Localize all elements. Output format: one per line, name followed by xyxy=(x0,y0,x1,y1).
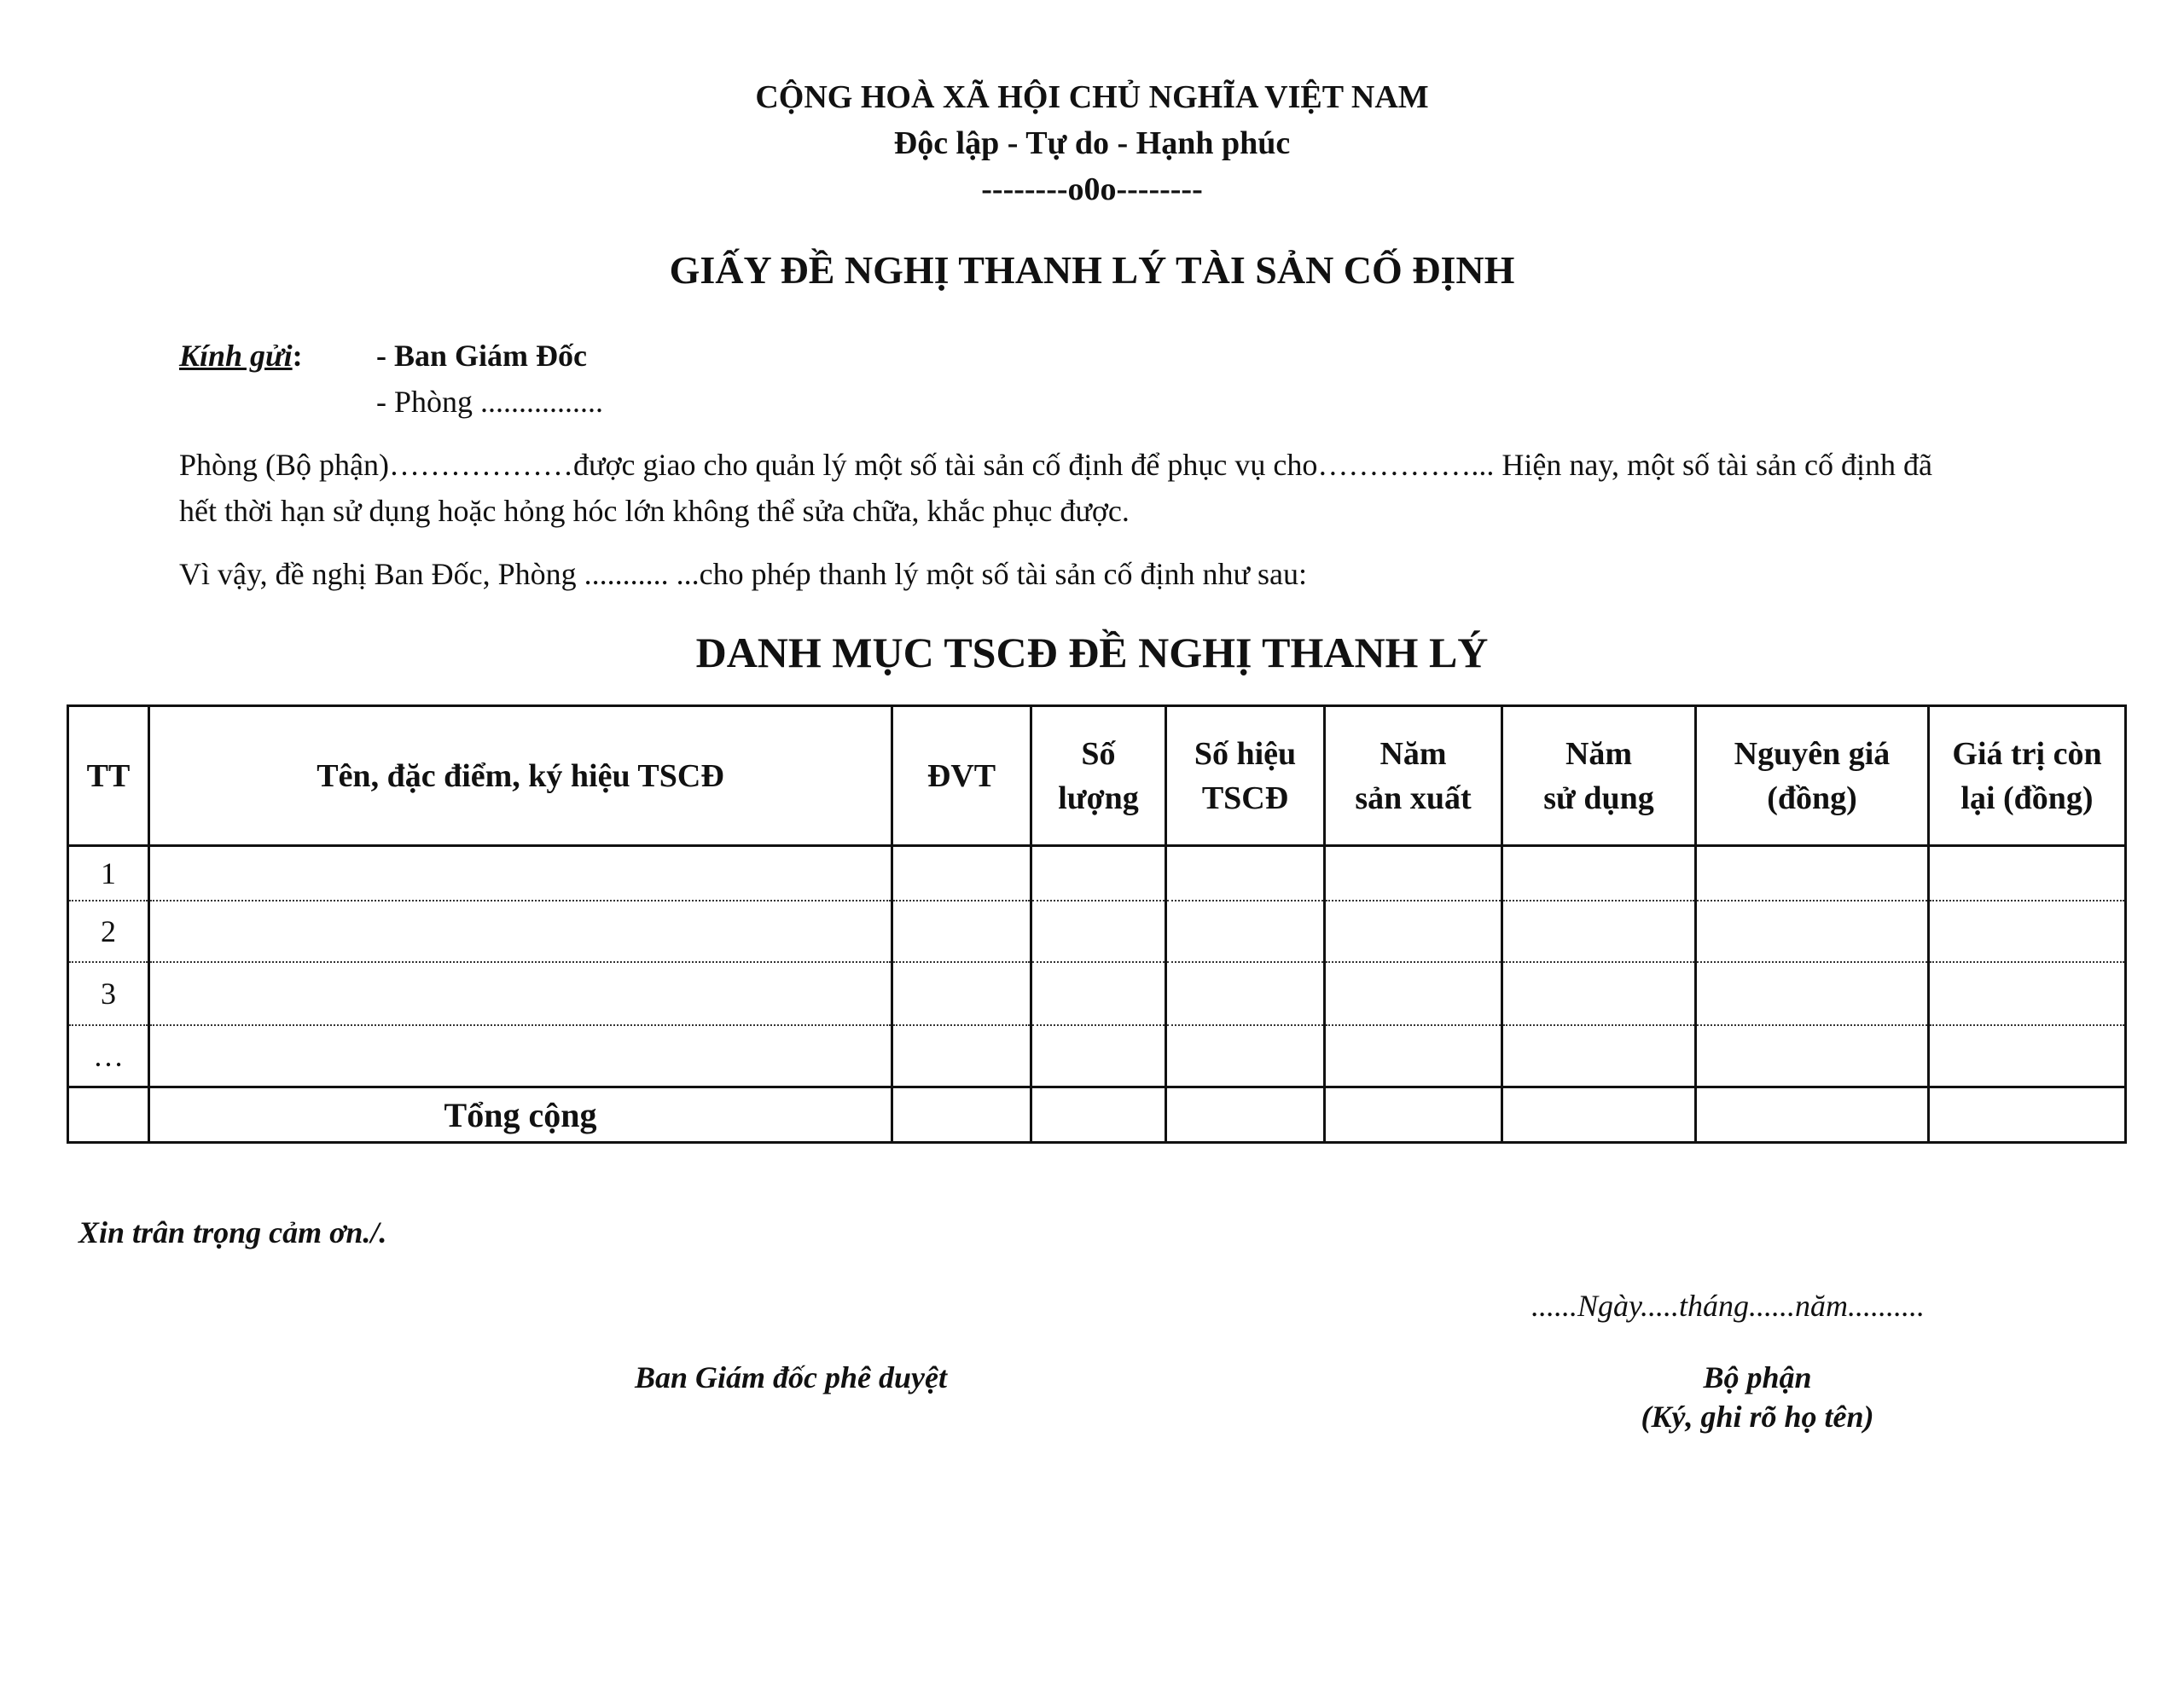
signature-board-approval: Ban Giám đốc phê duyệt xyxy=(635,1360,947,1394)
table-total-row xyxy=(68,1087,2126,1143)
total-label: Tổng cộng xyxy=(149,1087,892,1143)
table-row xyxy=(68,901,2126,962)
col-header-asset-code: Số hiệu TSCĐ xyxy=(1166,706,1325,846)
recipient-label-wrap xyxy=(179,338,303,374)
row-number: 2 xyxy=(68,901,149,962)
row-number: 1 xyxy=(68,846,149,901)
col-header-quantity: Số lượng xyxy=(1031,706,1166,846)
paragraph-1-line-1: Phòng (Bộ phận)………………được giao cho quản lý một số tài sản cố định để phục vụ cho……………... Hiện nay, một số tài sản cố định đã xyxy=(179,448,1932,482)
table-row xyxy=(68,1025,2126,1087)
recipient-department: - Phòng ................ xyxy=(376,385,604,419)
col-header-year-manufactured: Năm sản xuất xyxy=(1325,706,1502,846)
col-header-name: Tên, đặc điểm, ký hiệu TSCĐ xyxy=(149,706,892,846)
col-header-tt: TT xyxy=(68,706,149,846)
signature-department-note: (Ký, ghi rõ họ tên) xyxy=(1641,1400,1874,1434)
list-title: DANH MỤC TSCĐ ĐỀ NGHỊ THANH LÝ xyxy=(695,629,1489,676)
table-row xyxy=(68,846,2126,901)
recipient-board: - Ban Giám Đốc xyxy=(376,339,587,373)
paragraph-2: Vì vậy, đề nghị Ban Đốc, Phòng ........... ...cho phép thanh lý một số tài sản cố định như sau: xyxy=(179,557,1308,591)
signature-department-title: Bộ phận xyxy=(1703,1360,1812,1394)
table-header-row xyxy=(68,706,2126,846)
col-header-unit: ĐVT xyxy=(892,706,1031,846)
closing-thanks: Xin trân trọng cảm ơn./. xyxy=(78,1215,387,1249)
header-separator: --------o0o-------- xyxy=(981,171,1203,207)
table-row xyxy=(68,962,2126,1025)
row-number: 3 xyxy=(68,962,149,1025)
asset-table xyxy=(67,704,2127,1144)
paragraph-1-line-2: hết thời hạn sử dụng hoặc hỏng hóc lớn không thể sửa chữa, khắc phục được. xyxy=(179,494,1130,528)
col-header-original-cost: Nguyên giá (đồng) xyxy=(1696,706,1929,846)
document-title: GIẤY ĐỀ NGHỊ THANH LÝ TÀI SẢN CỐ ĐỊNH xyxy=(669,248,1515,292)
row-number: … xyxy=(68,1025,149,1087)
recipient-colon: : xyxy=(292,339,303,373)
date-line: ......Ngày.....tháng......năm.......... xyxy=(1531,1289,1926,1323)
recipient-label: Kính gửi xyxy=(179,339,293,373)
col-header-year-used: Năm sử dụng xyxy=(1502,706,1696,846)
col-header-remaining-value: Giá trị còn lại (đồng) xyxy=(1929,706,2126,846)
motto: Độc lập - Tự do - Hạnh phúc xyxy=(893,125,1291,161)
country-name: CỘNG HOÀ XÃ HỘI CHỦ NGHĨA VIỆT NAM xyxy=(755,79,1429,115)
